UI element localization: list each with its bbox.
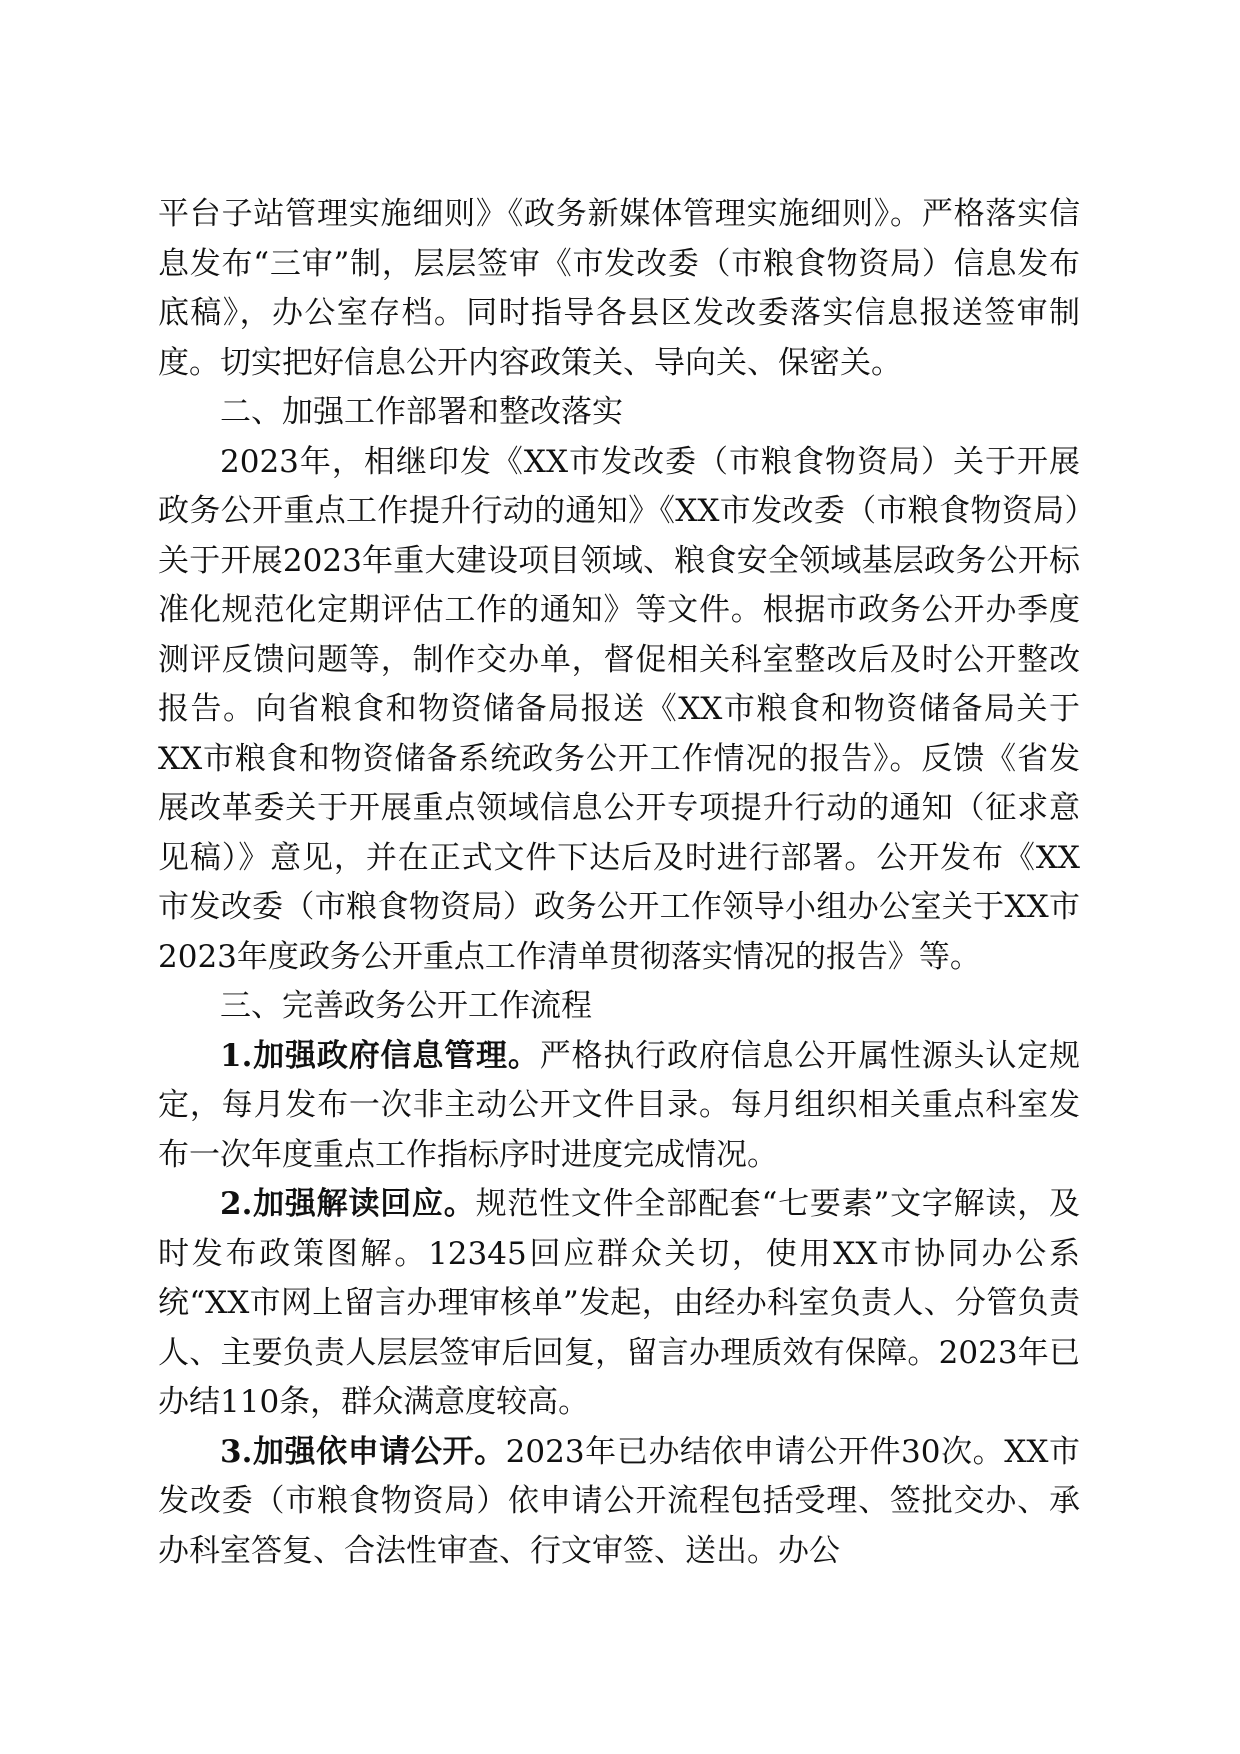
item-2-body: 规范性文件全部配套“七要素”文字解读，及时发布政策图解。12345回应群众关切，使用XX市协同办公系统“XX市网上留言办理审核单”发起，由经办科室负责人、分管负责人、主要负责人层层签审后回复，留言办理质效有保障。2023年已办结110条，群众满意度较高。	[158, 1186, 1080, 1420]
item-3-paragraph	[158, 1428, 1080, 1577]
item-1-lead: 1.加强政府信息管理。	[220, 1037, 540, 1074]
item-1-body: 严格执行政府信息公开属性源头认定规定，每月发布一次非主动公开文件目录。每月组织相关重点科室发布一次年度重点工作指标序时进度完成情况。	[158, 1037, 1080, 1173]
item-3-body: 2023年已办结依申请公开件30次。XX市发改委（市粮食物资局）依申请公开流程包括受理、签批交办、承办科室答复、合法性审查、行文审签、送出。办公	[158, 1433, 1080, 1569]
section-2-heading: 二、加强工作部署和整改落实	[220, 394, 623, 430]
item-3-lead: 3.加强依申请公开。	[220, 1433, 506, 1470]
document-page	[158, 190, 1080, 1576]
intro-continuation-paragraph: 平台子站管理实施细则》《政务新媒体管理实施细则》。严格落实信息发布“三审”制，层层签审《市发改委（市粮食物资局）信息发布底稿》，办公室存档。同时指导各县区发改委落实信息报送签审制度。切实把好信息公开内容政策关、导向关、保密关。	[158, 196, 1080, 381]
item-2-lead: 2.加强解读回应。	[220, 1186, 476, 1222]
section-2-paragraph: 2023年，相继印发《XX市发改委（市粮食物资局）关于开展政务公开重点工作提升行动的通知》《XX市发改委（市粮食物资局）关于开展2023年重大建设项目领域、粮食安全领域基层政务公开标准化规范化定期评估工作的通知》等文件。根据市政务公开办季度测评反馈问题等，制作交办单，督促相关科室整改后及时公开整改报告。向省粮食和物资储备局报送《XX市粮食和物资储备局关于XX市粮食和物资储备系统政务公开工作情况的报告》。反馈《省发展改革委关于开展重点领域信息公开专项提升行动的通知（征求意见稿）》意见，并在正式文件下达后及时进行部署。公开发布《XX市发改委（市粮食物资局）政务公开工作领导小组办公室关于XX市2023年度政务公开重点工作清单贯彻落实情况的报告》等。	[158, 443, 1080, 975]
section-3-heading: 三、完善政务公开工作流程	[220, 988, 592, 1024]
item-1-paragraph	[158, 1032, 1080, 1181]
item-2-paragraph	[158, 1180, 1080, 1428]
